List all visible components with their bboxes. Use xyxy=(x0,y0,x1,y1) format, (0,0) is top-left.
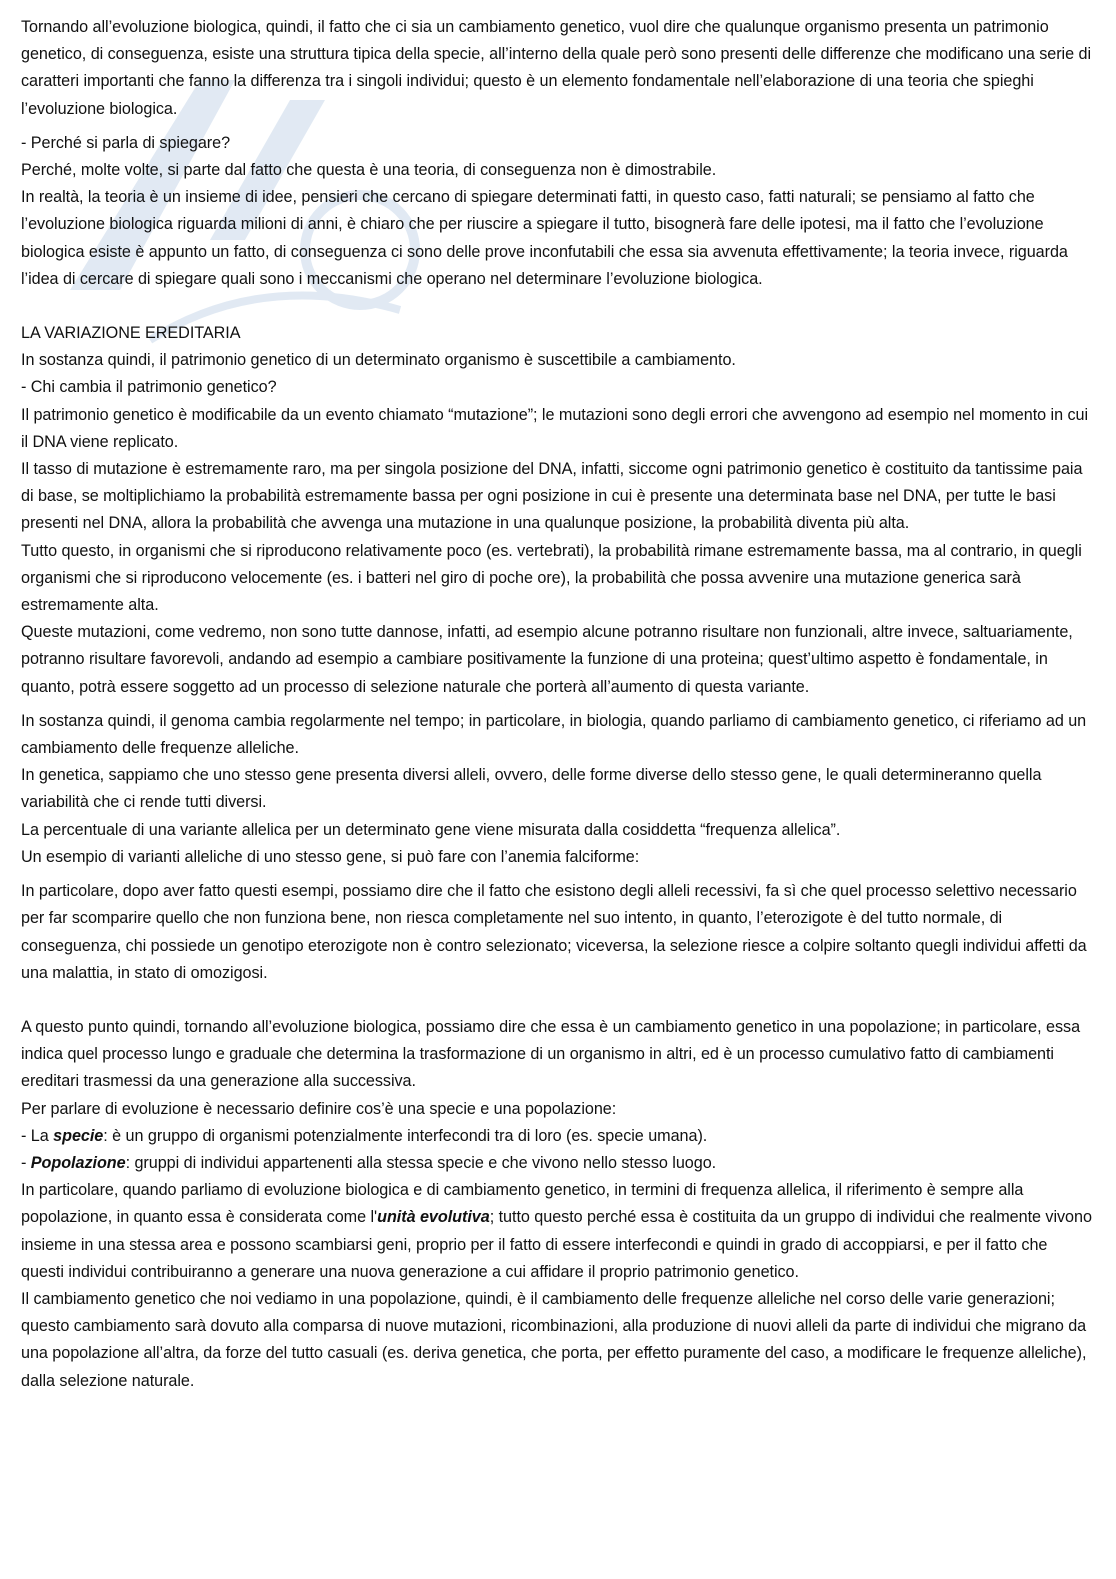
paragraph-intro: Tornando all’evoluzione biologica, quindi, il fatto che ci sia un cambiamento genetico, vuol dire che qualunque organismo presenta un patrimonio genetico, di conseguenza, esiste una struttura tipica della specie, all’interno della quale però sono presenti delle differenze che modificano una serie di caratteri importanti che fanno la differenza tra i singoli individui; questo è un elemento fondamentale nell’elaborazione di una teoria che spieghi l’evoluzione biologica. xyxy=(21,18,1092,118)
paragraph-line: La percentuale di una variante allelica per un determinato gene viene misurata dalla cosiddetta “frequenza allelica”. xyxy=(21,820,841,839)
paragraph-line: In sostanza quindi, il genoma cambia regolarmente nel tempo; in particolare, in biologia, quando parliamo di cambiamento genetico, ci riferiamo ad un cambiamento delle frequenze alleliche. xyxy=(21,711,1087,758)
definition-text: : gruppi di individui appartenenti alla stessa specie e che vivono nello stesso luogo. xyxy=(125,1153,717,1172)
paragraph-line: Perché, molte volte, si parte dal fatto che questa è una teoria, di conseguenza non è dimostrabile. xyxy=(21,161,717,180)
term-unita-evolutiva: unità evolutiva xyxy=(377,1208,490,1227)
paragraph-line: Il cambiamento genetico che noi vediamo in una popolazione, quindi, è il cambiamento delle frequenze alleliche nel corso delle varie generazioni; questo cambiamento sarà dovuto alla comparsa di nuove mutazioni, ricombinazioni, alla produzione di nuovi alleli da parte di individui che migrano da una popolazione all’altra, da forze del tutto casuali (es. deriva genetica, che porta, per effetto puramente del caso, a modificare le frequenze alleliche), dalla selezione naturale. xyxy=(21,1289,1087,1390)
section-heading: LA VARIAZIONE EREDITARIA xyxy=(21,324,241,343)
paragraph-line: Per parlare di evoluzione è necessario definire cos’è una specie e una popolazione: xyxy=(21,1099,617,1118)
paragraph-line: In genetica, sappiamo che uno stesso gene presenta diversi alleli, ovvero, delle forme diverse dello stesso gene, le quali determineranno quella variabilità che ci rende tutti diversi. xyxy=(21,766,1042,812)
definition-specie xyxy=(21,1123,1094,1150)
term-popolazione: Popolazione xyxy=(30,1153,126,1172)
paragraph-line: Un esempio di varianti alleliche di uno stesso gene, si può fare con l’anemia falciforme: xyxy=(21,847,640,866)
paragraph-text: ; tutto questo perché essa è costituita da un gruppo di individui che realmente vivono insieme in una stessa area e possono scambiarsi geni, proprio per il fatto di essere interfecondi e quindi in grado di accoppiarsi, e per il fatto che questi individui contribuiranno a generare una nuova generazione a cui affidare il proprio patrimonio genetico. xyxy=(21,1208,1092,1281)
paragraph-line: Queste mutazioni, come vedremo, non sono tutte dannose, infatti, ad esempio alcune potranno risultare non funzionali, altre invece, saltuariamente, potranno risultare favorevoli, andando ad esempio a cambiare positivamente la funzione di una proteina; quest’ultimo aspetto è fondamentale, in quanto, potrà essere soggetto ad un processo di selezione naturale che porterà all’aumento di questa variante. xyxy=(21,623,1073,696)
paragraph-line: A questo punto quindi, tornando all’evoluzione biologica, possiamo dire che essa è un cambiamento genetico in una popolazione; in particolare, essa indica quel processo lungo e graduale che determina la trasformazione di un organismo in altri, ed è un processo cumulativo fatto di cambiamenti ereditari trasmessi da una generazione alla successiva. xyxy=(21,1017,1081,1091)
paragraph-text: In particolare, quando parliamo di evoluzione biologica e di cambiamento genetico, in termini di frequenza allelica, il riferimento è sempre alla popolazione, in quanto essa è considerata come l' xyxy=(21,1181,1024,1227)
term-specie: specie xyxy=(53,1126,104,1145)
question-line: - Chi cambia il patrimonio genetico? xyxy=(21,378,277,397)
paragraph-line: In realtà, la teoria è un insieme di idee, pensieri che cercano di spiegare determinati fatti, in questo caso, fatti naturali; se pensiamo al fatto che l’evoluzione biologica riguarda milioni di anni, è chiaro che per riuscire a spiegare il tutto, bisognerà fare delle ipotesi, ma il fatto che l’evoluzione biologica esiste è appunto un fatto, di conseguenza ci sono delle prove inconfutabili che essa sia avvenuta effettivamente; la teoria invece, riguarda l’idea di cercare di spiegare quali sono i meccanismi che operano nel determinare l’evoluzione biologica. xyxy=(21,188,1068,288)
definition-prefix: - La xyxy=(21,1126,54,1145)
paragraph-alleles: In particolare, dopo aver fatto questi esempi, possiamo dire che il fatto che esistono degli alleli recessivi, fa sì che quel processo selettivo necessario per far scomparire quello che non funziona bene, non riesca completamente nel suo intento, in quanto, l’eterozigote è del tutto normale, di conseguenza, chi possiede un genotipo eterozigote non è contro selezionato; viceversa, la selezione riesce a colpire soltanto quegli individui affetti da una malattia, in stato di omozigosi. xyxy=(21,882,1087,982)
question-line: - Perché si parla di spiegare? xyxy=(21,133,231,152)
definition-prefix: - xyxy=(21,1153,31,1172)
definition-text: : è un gruppo di organismi potenzialmente interfecondi tra di loro (es. specie umana). xyxy=(103,1126,708,1145)
paragraph-unit xyxy=(21,1177,1094,1286)
paragraph-line: In sostanza quindi, il patrimonio genetico di un determinato organismo è suscettibile a cambiamento. xyxy=(21,351,736,370)
definition-popolazione xyxy=(21,1150,1094,1177)
paragraph-line: Tutto questo, in organismi che si riproducono relativamente poco (es. vertebrati), la probabilità rimane estremamente bassa, ma al contrario, in quegli organismi che si riproducono velocemente (es. i batteri nel giro di poche ore), la probabilità che possa avvenire una mutazione generica sarà estremamente alta. xyxy=(21,541,1082,615)
paragraph-line: Il patrimonio genetico è modificabile da un evento chiamato “mutazione”; le mutazioni sono degli errori che avvengono ad esempio nel momento in cui il DNA viene replicato. xyxy=(21,405,1089,451)
paragraph-line: Il tasso di mutazione è estremamente raro, ma per singola posizione del DNA, infatti, siccome ogni patrimonio genetico è costituito da tantissime paia di base, se moltiplichiamo la probabilità estremamente bassa per ogni posizione in cui è presente una determinata base nel DNA, per tutte le basi presenti nel DNA, allora la probabilità che avvenga una mutazione in una qualunque posizione, la probabilità diventa più alta. xyxy=(21,460,1083,533)
